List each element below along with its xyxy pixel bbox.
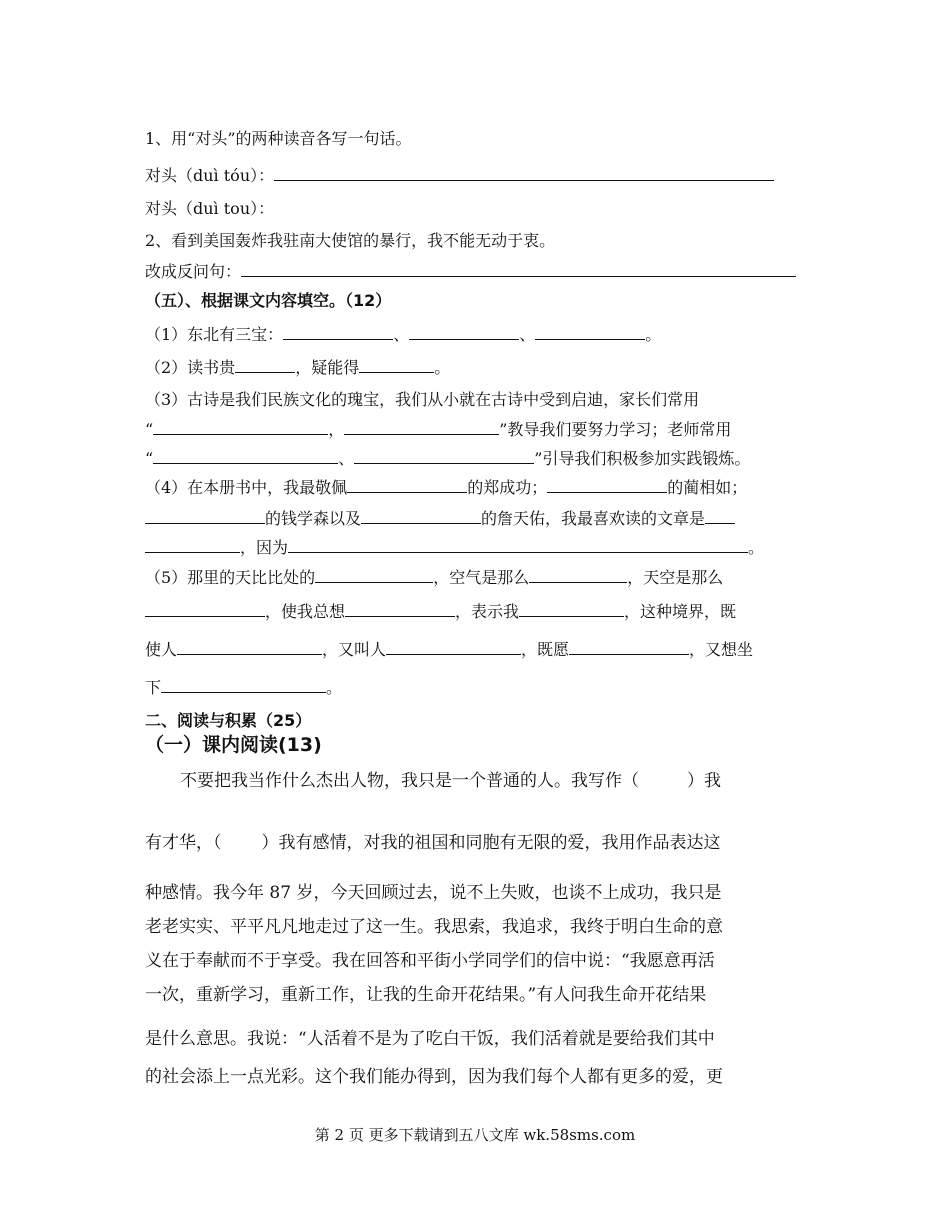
passage-text: 不要把我当作什么杰出人物，我只是一个普通的人。我写作（	[180, 771, 639, 791]
question-1-b	[145, 198, 274, 220]
passage-line	[145, 950, 715, 972]
passage-text: 义在于奉献而不于享受。我在回答和平街小学同学们的信中说：“我愿意再活	[145, 951, 715, 971]
item-text: ，天空是那么	[627, 568, 724, 587]
item-text: 、	[393, 325, 410, 344]
passage-text: 的社会添上一点光彩。这个我们能办得到，因为我们每个人都有更多的爱，更	[145, 1067, 723, 1087]
item-text: 的詹天佑，我最喜欢读的文章是	[481, 509, 706, 528]
item-text: （1）东北有三宝：	[145, 325, 284, 344]
part-2-heading	[145, 710, 311, 732]
passage-text: 是什么意思。我说：“人活着不是为了吃白干饭，我们活着就是要给我们其中	[145, 1029, 715, 1049]
item-text: ，空气是那么	[433, 568, 530, 587]
answer-blank[interactable]	[274, 164, 774, 181]
reading-subheading-text: （一）课内阅读(13)	[145, 734, 322, 756]
answer-blank[interactable]	[409, 323, 519, 340]
answer-blank[interactable]	[359, 356, 434, 373]
question-2-text: 2、看到美国轰炸我驻南大使馆的暴行，我不能无动于衷。	[145, 231, 556, 250]
item-text: 使人	[145, 640, 178, 659]
passage-line	[180, 770, 721, 792]
passage-text: 老老实实、平平凡凡地走过了这一生。我思索，我追求，我终于明白生命的意	[145, 917, 723, 937]
item-text: “	[145, 420, 154, 439]
item-text: 。	[434, 358, 451, 377]
item-text: ，	[328, 420, 345, 439]
answer-blank[interactable]	[153, 447, 338, 464]
answer-blank[interactable]	[354, 447, 534, 464]
item-4-line-3	[145, 536, 764, 559]
item-text: ，这种境界，既	[624, 602, 737, 621]
answer-blank[interactable]	[529, 566, 627, 583]
answer-blank[interactable]	[386, 638, 521, 655]
passage-line	[145, 984, 706, 1006]
item-text: 下	[145, 678, 162, 697]
item-text: ，又想坐	[689, 640, 754, 659]
item-text: ”教导我们要努力学习；老师常用	[499, 420, 732, 439]
question-1-title	[145, 128, 412, 150]
item-text: 的钱学森以及	[265, 509, 362, 528]
item-4-line-2	[145, 507, 735, 530]
item-5-line-1	[145, 566, 723, 589]
item-3-line-1	[145, 389, 699, 411]
item-text: ，又叫人	[322, 640, 387, 659]
item-text: 的蔺相如；	[667, 478, 748, 497]
answer-blank[interactable]	[161, 676, 326, 693]
passage-line	[145, 832, 721, 854]
passage-text: ）我	[687, 771, 721, 791]
item-5-line-3	[145, 638, 753, 661]
reading-b-label: 对头（duì tou）：	[145, 199, 275, 218]
answer-blank[interactable]	[347, 476, 467, 493]
passage-text: 有才华，（	[145, 833, 222, 853]
item-text: ，使我总想	[265, 602, 346, 621]
item-text: 。	[326, 678, 343, 697]
question-1-a	[145, 164, 774, 187]
answer-blank[interactable]	[241, 260, 796, 277]
question-2-answer	[145, 260, 796, 283]
answer-blank[interactable]	[235, 356, 295, 373]
item-1	[145, 323, 661, 346]
answer-blank[interactable]	[535, 323, 645, 340]
question-2-title	[145, 230, 555, 252]
page-footer: 第 2 页 更多下载请到五八文库 wk.58sms.com	[314, 1126, 636, 1144]
answer-blank[interactable]	[145, 507, 265, 524]
rhetorical-label: 改成反问句：	[145, 262, 242, 281]
answer-blank[interactable]	[519, 600, 624, 617]
item-text: ，因为	[240, 538, 289, 557]
section-5-heading	[145, 290, 391, 312]
answer-blank[interactable]	[361, 507, 481, 524]
passage-text: 种感情。我今年 87 岁，今天回顾过去，说不上失败，也谈不上成功，我只是	[145, 883, 722, 903]
item-text: ”引导我们积极参加实践锻炼。	[534, 449, 751, 468]
item-5-line-2	[145, 600, 736, 623]
passage-line	[145, 1028, 715, 1050]
item-text: ，疑能得	[295, 358, 360, 377]
item-text: （4）在本册书中，我最敬佩	[145, 478, 348, 497]
item-text: （5）那里的天比比处的	[145, 568, 316, 587]
answer-blank[interactable]	[283, 323, 393, 340]
answer-blank[interactable]	[547, 476, 667, 493]
answer-blank[interactable]	[145, 536, 240, 553]
item-text: 。	[748, 538, 765, 557]
answer-blank[interactable]	[288, 536, 748, 553]
section-5-heading-text: （五）、根据课文内容填空。（12）	[145, 291, 392, 310]
item-text: （2）读书贵	[145, 358, 236, 377]
answer-blank[interactable]	[145, 600, 265, 617]
item-4-line-1	[145, 476, 747, 499]
item-text: 、	[338, 449, 355, 468]
item-text: 的郑成功；	[467, 478, 548, 497]
item-text: （3）古诗是我们民族文化的瑰宝，我们从小就在古诗中受到启迪，家长们常用	[145, 390, 700, 409]
item-text: 。	[645, 325, 662, 344]
reading-a-label: 对头（duì tóu）：	[145, 166, 275, 185]
item-text: ，表示我	[455, 602, 520, 621]
answer-blank[interactable]	[345, 600, 455, 617]
passage-text: ）我有感情，对我的祖国和同胞有无限的爱，我用作品表达这	[261, 833, 721, 853]
answer-blank[interactable]	[344, 418, 499, 435]
part-2-heading-text: 二、阅读与积累（25）	[145, 711, 312, 730]
item-3-line-2	[145, 418, 731, 441]
answer-blank[interactable]	[705, 507, 735, 524]
item-text: ，既愿	[521, 640, 570, 659]
item-text: 、	[519, 325, 536, 344]
item-5-line-4	[145, 676, 342, 699]
answer-blank[interactable]	[569, 638, 689, 655]
passage-line	[145, 1066, 723, 1088]
passage-line	[145, 882, 721, 904]
answer-blank[interactable]	[177, 638, 322, 655]
answer-blank[interactable]	[153, 418, 328, 435]
item-2	[145, 356, 450, 379]
passage-text: 一次，重新学习，重新工作，让我的生命开花结果。”有人问我生命开花结果	[145, 985, 707, 1005]
passage-line	[145, 916, 723, 938]
answer-blank[interactable]	[315, 566, 433, 583]
reading-subheading	[145, 734, 322, 756]
question-1-text: 1、用“对头”的两种读音各写一句话。	[145, 129, 412, 148]
item-3-line-3	[145, 447, 750, 470]
item-text: “	[145, 449, 154, 468]
